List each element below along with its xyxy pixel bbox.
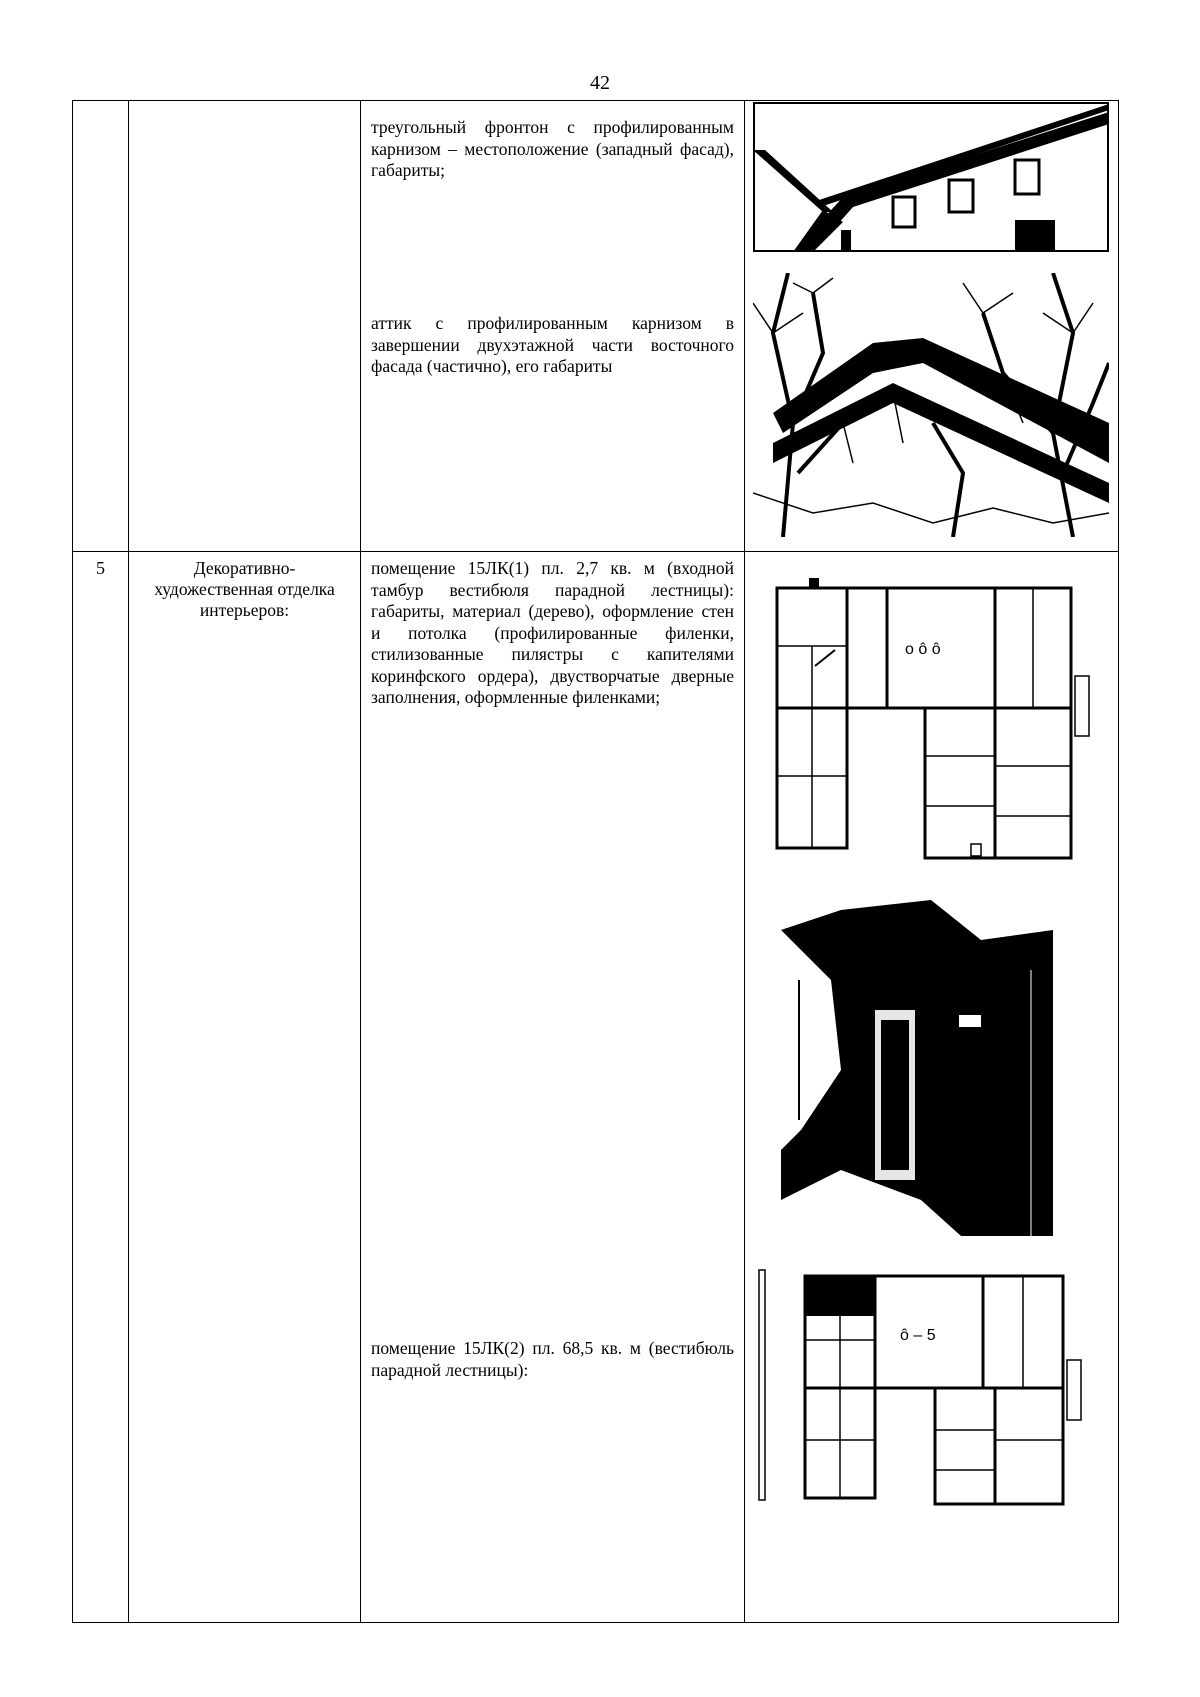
page-number: 42 [590, 72, 610, 94]
description-room-15lk1: помещение 15ЛК(1) пл. 2,7 кв. м (входной тамбур вестибюля парадной лестницы): габариты, материал (дерево), оформление стен и потолка (профилированные филенки, стилизованные пилястры с капителями коринфского ордера), двустворчатые дверные заполнения, оформленные филенками; [371, 558, 734, 707]
description-pediment: треугольный фронтон с профилированным карнизом – местоположение (западный фасад), габариты; [371, 117, 734, 180]
svg-text:ô ‒ 5: ô ‒ 5 [900, 1327, 936, 1344]
protected-features-table [72, 100, 1119, 1623]
row-number-cell [73, 101, 129, 552]
row-image-cell [745, 552, 1119, 1623]
floor-plan-room-15lk1 [775, 566, 1091, 862]
description-attic: аттик с профилированным карнизом в завершении двухэтажной части восточного фасада (частично), его габариты [371, 313, 734, 376]
row-name-cell: Декоративно-художественная отделка интерьеров: [129, 552, 361, 1623]
table-row [73, 552, 1119, 1623]
description-room-15lk2: помещение 15ЛК(2) пл. 68,5 кв. м (вестибюль парадной лестницы): [371, 1338, 734, 1380]
row-number-cell: 5 [73, 552, 129, 1623]
attic-photo [753, 273, 1109, 537]
row-image-cell [745, 101, 1119, 552]
row-name-cell [129, 101, 361, 552]
table-row [73, 101, 1119, 552]
row-description-cell [361, 552, 745, 1623]
row-description-cell [361, 101, 745, 552]
pediment-photo [753, 102, 1109, 252]
svg-text:o ô ô: o ô ô [905, 641, 941, 658]
vestibule-interior-photo [781, 870, 1053, 1236]
floor-plan-room-15lk2 [755, 1260, 1101, 1508]
